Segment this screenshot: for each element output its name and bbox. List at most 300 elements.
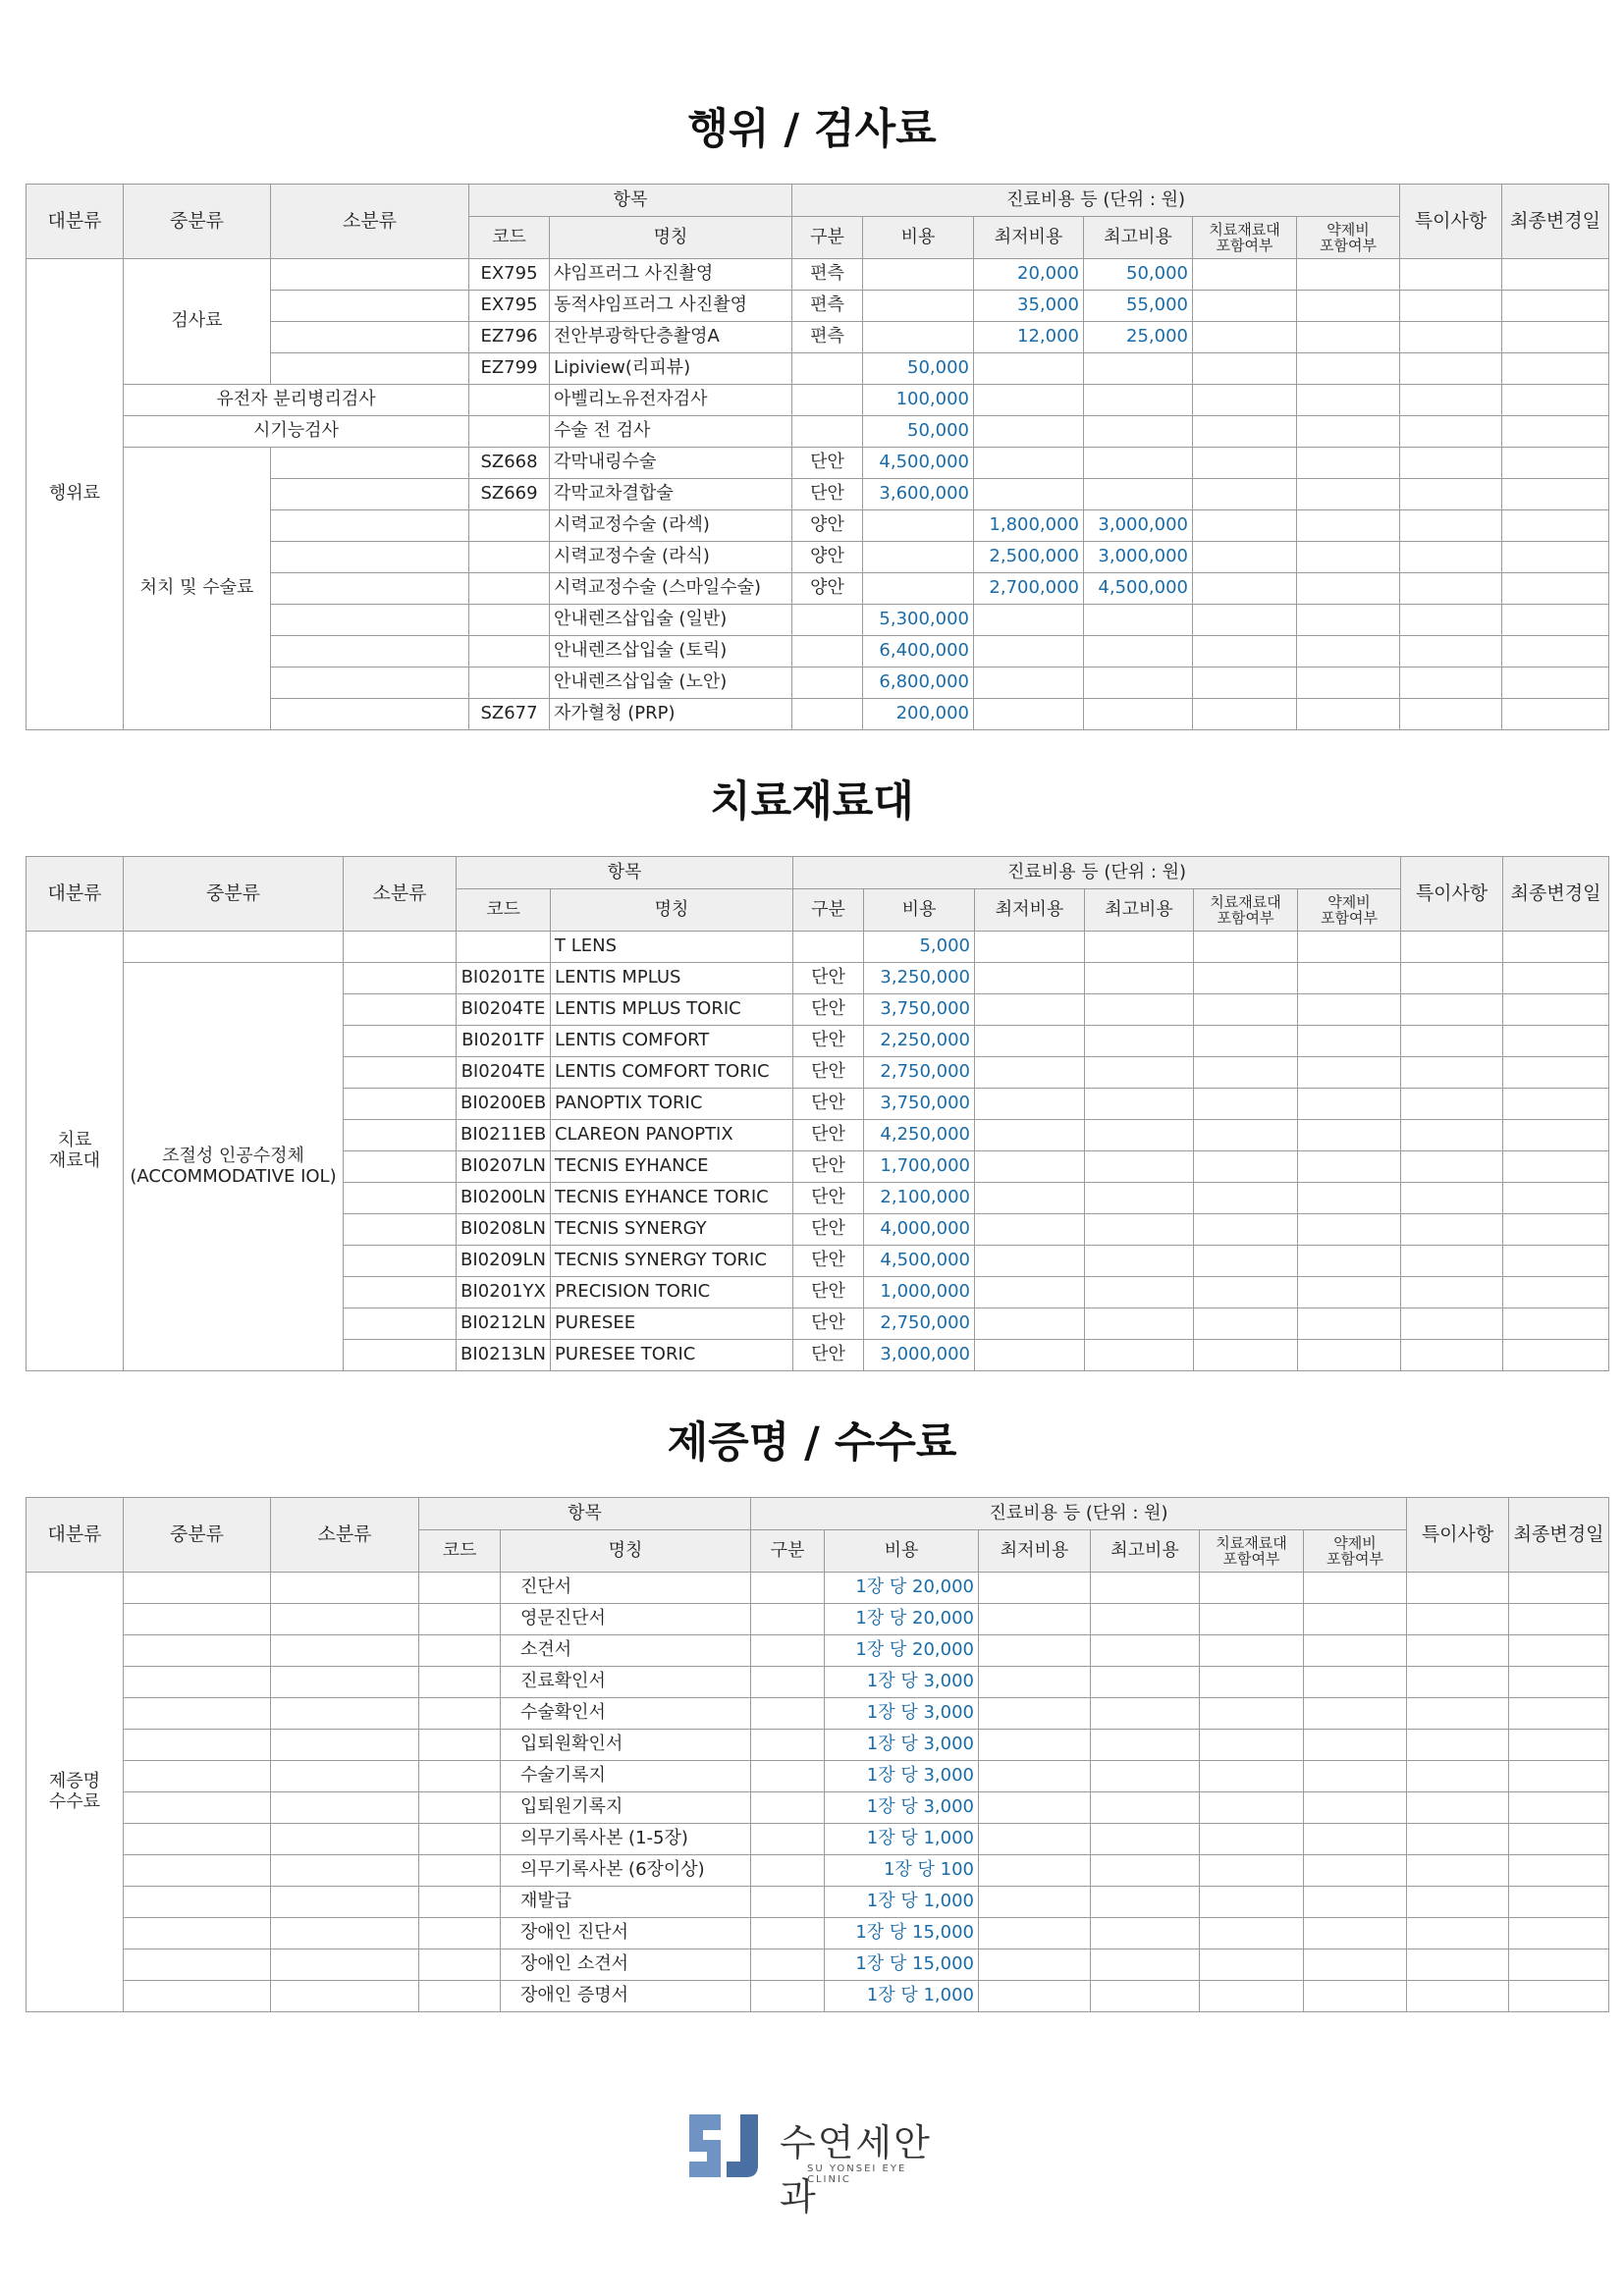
table-cell: TECNIS SYNERGY <box>551 1214 793 1246</box>
table-cell <box>974 385 1084 416</box>
header-name: 명칭 <box>550 217 792 259</box>
table-cell <box>975 932 1085 963</box>
table-cell <box>1400 542 1502 573</box>
table-cell: 단안 <box>793 1340 864 1371</box>
table-cell <box>344 1214 457 1246</box>
table-cell <box>975 1214 1085 1246</box>
table-cell <box>1085 963 1194 994</box>
header-cost: 비용 <box>825 1530 979 1573</box>
header-cost: 비용 <box>864 889 975 932</box>
table-cell: 55,000 <box>1084 291 1193 322</box>
table-cell <box>1193 699 1297 730</box>
table-cell <box>1503 1340 1609 1371</box>
table-cell <box>419 1761 501 1792</box>
table-cell: 50,000 <box>1084 259 1193 291</box>
table-cell <box>1091 1667 1200 1698</box>
table-cell <box>1091 1855 1200 1887</box>
table-cell: Lipiview(리피뷰) <box>550 353 792 385</box>
table-cell <box>1509 1573 1609 1604</box>
table-cell <box>469 636 550 667</box>
table-cell: 1,800,000 <box>974 510 1084 542</box>
table-cell <box>469 605 550 636</box>
table-cell <box>1091 1761 1200 1792</box>
table-cell <box>1503 1214 1609 1246</box>
table-cell <box>1401 1057 1503 1089</box>
table-cell <box>1502 542 1609 573</box>
table-cell <box>271 353 469 385</box>
table-cell <box>751 1824 825 1855</box>
table-cell: EX795 <box>469 259 550 291</box>
table-cell: 2,100,000 <box>864 1183 975 1214</box>
header-updated: 최종변경일 <box>1502 185 1609 259</box>
table-cell <box>1200 1667 1304 1698</box>
table-cell <box>1194 1089 1298 1120</box>
table-cell: 1,000,000 <box>864 1277 975 1308</box>
table-cell <box>974 605 1084 636</box>
header-max: 최고비용 <box>1084 217 1193 259</box>
table-cell: BI0209LN <box>457 1246 551 1277</box>
table-row <box>27 1949 1609 1981</box>
table-cell: 4,500,000 <box>1084 573 1193 605</box>
table-cell <box>271 1635 419 1667</box>
table-cell <box>1503 1308 1609 1340</box>
header-cost-group: 진료비용 등 (단위 : 원) <box>751 1498 1407 1530</box>
table-cell <box>975 1151 1085 1183</box>
table-cell: 단안 <box>793 994 864 1026</box>
table-cell: 샤임프러그 사진촬영 <box>550 259 792 291</box>
table-cell <box>271 667 469 699</box>
table-cell <box>1304 1604 1407 1635</box>
table-cell: BI0213LN <box>457 1340 551 1371</box>
header-cost: 비용 <box>863 217 974 259</box>
table-cell: 1장 당 1,000 <box>825 1981 979 2012</box>
table-cell: 3,750,000 <box>864 994 975 1026</box>
header-min: 최저비용 <box>975 889 1085 932</box>
table-cell <box>1502 510 1609 542</box>
table-cell: 35,000 <box>974 291 1084 322</box>
table-cell <box>1194 1246 1298 1277</box>
table-cell <box>271 1887 419 1918</box>
table-cell: BI0201TF <box>457 1026 551 1057</box>
header-type: 구분 <box>792 217 863 259</box>
table-cell <box>344 1277 457 1308</box>
table-cell <box>1085 994 1194 1026</box>
table-cell <box>1297 448 1400 479</box>
major-category: 행위료 <box>27 259 124 730</box>
table-cell <box>751 1730 825 1761</box>
table-cell: 수술확인서 <box>501 1698 751 1730</box>
table-cell <box>975 1057 1085 1089</box>
table-cell <box>1400 479 1502 510</box>
table-cell <box>1297 605 1400 636</box>
table-cell <box>1502 416 1609 448</box>
table-cell: BI0201YX <box>457 1277 551 1308</box>
table-cell: 소견서 <box>501 1635 751 1667</box>
table-cell <box>1194 1308 1298 1340</box>
table-cell <box>751 1918 825 1949</box>
table-cell <box>1091 1698 1200 1730</box>
table-cell: BI0201TE <box>457 963 551 994</box>
header-name: 명칭 <box>501 1530 751 1573</box>
table-cell: 100,000 <box>863 385 974 416</box>
table-cell <box>1091 1604 1200 1635</box>
table-cell: 4,250,000 <box>864 1120 975 1151</box>
table-cell <box>271 699 469 730</box>
table-cell <box>1400 385 1502 416</box>
table-cell <box>979 1667 1091 1698</box>
table-cell: 200,000 <box>863 699 974 730</box>
table-cell <box>1091 1981 1200 2012</box>
table-cell: 2,500,000 <box>974 542 1084 573</box>
clinic-name: 수연세안과 <box>780 2121 932 2218</box>
table-cell: 시력교정수술 (라식) <box>550 542 792 573</box>
table-cell <box>1503 994 1609 1026</box>
table-cell <box>1502 448 1609 479</box>
table-cell <box>419 1981 501 2012</box>
clinic-subtitle: SU YONSEI EYE CLINIC <box>807 2163 907 2185</box>
table-cell: BI0211EB <box>457 1120 551 1151</box>
header-item: 항목 <box>457 857 793 889</box>
certificate-fee-table <box>26 1497 1609 2012</box>
table-cell <box>792 667 863 699</box>
header-minor: 소분류 <box>344 857 457 932</box>
table-cell <box>1193 636 1297 667</box>
table-cell <box>1091 1792 1200 1824</box>
table-cell <box>974 699 1084 730</box>
table-cell <box>1400 259 1502 291</box>
table-cell <box>1400 353 1502 385</box>
table-cell <box>1509 1604 1609 1635</box>
table-cell <box>271 542 469 573</box>
table-cell <box>271 291 469 322</box>
table-cell: 아벨리노유전자검사 <box>550 385 792 416</box>
table-cell: 양안 <box>792 573 863 605</box>
table-cell <box>124 1981 271 2012</box>
table-cell: BI0204TE <box>457 994 551 1026</box>
table-cell: 시력교정수술 (스마일수술) <box>550 573 792 605</box>
table-cell: 1장 당 3,000 <box>825 1730 979 1761</box>
table-cell <box>1193 416 1297 448</box>
table-cell <box>751 1792 825 1824</box>
table-cell <box>271 448 469 479</box>
header-max: 최고비용 <box>1091 1530 1200 1573</box>
table-cell: BI0200EB <box>457 1089 551 1120</box>
table-cell <box>1502 699 1609 730</box>
table-cell <box>751 1761 825 1792</box>
table-cell <box>751 1949 825 1981</box>
table-cell: 1장 당 3,000 <box>825 1667 979 1698</box>
material-fee-table <box>26 856 1609 1371</box>
table-cell: 3,000,000 <box>1084 542 1193 573</box>
table-cell <box>1200 1918 1304 1949</box>
table-cell <box>1304 1667 1407 1698</box>
table-row <box>27 1730 1609 1761</box>
table-cell <box>751 1573 825 1604</box>
table-cell <box>1502 573 1609 605</box>
table-cell <box>469 573 550 605</box>
table-cell <box>1193 322 1297 353</box>
table-cell <box>1407 1981 1509 2012</box>
table-cell <box>1297 667 1400 699</box>
table-cell: 단안 <box>793 1246 864 1277</box>
table-cell <box>979 1949 1091 1981</box>
table-cell: EZ799 <box>469 353 550 385</box>
table-cell: 재발급 <box>501 1887 751 1918</box>
table-cell: 안내렌즈삽입술 (토릭) <box>550 636 792 667</box>
table-cell <box>1502 479 1609 510</box>
table-cell: 수술기록지 <box>501 1761 751 1792</box>
table-cell <box>974 416 1084 448</box>
table-cell <box>419 1824 501 1855</box>
table-cell <box>1193 353 1297 385</box>
table-cell <box>1304 1855 1407 1887</box>
table-cell <box>1407 1887 1509 1918</box>
table-cell <box>1503 1151 1609 1183</box>
table-cell <box>124 1918 271 1949</box>
header-cost-group: 진료비용 등 (단위 : 원) <box>793 857 1401 889</box>
header-middle: 중분류 <box>124 1498 271 1573</box>
middle-category: 처치 및 수술료 <box>124 448 271 730</box>
table-cell: 1장 당 15,000 <box>825 1949 979 1981</box>
table-cell <box>124 1824 271 1855</box>
table-cell: 각막내링수술 <box>550 448 792 479</box>
table-cell <box>1298 1151 1401 1183</box>
table-cell: SZ677 <box>469 699 550 730</box>
table-row <box>27 1573 1609 1604</box>
table-cell <box>271 1698 419 1730</box>
table-cell <box>1401 994 1503 1026</box>
table-cell <box>124 1887 271 1918</box>
table-cell: 단안 <box>793 1120 864 1151</box>
table-cell: 양안 <box>792 542 863 573</box>
table-cell <box>1085 1340 1194 1371</box>
table-cell <box>1407 1855 1509 1887</box>
table-cell <box>1401 1089 1503 1120</box>
table-cell <box>1193 667 1297 699</box>
header-material: 치료재료대 포함여부 <box>1193 217 1297 259</box>
table-cell <box>1401 1151 1503 1183</box>
table-cell: 4,000,000 <box>864 1214 975 1246</box>
table-cell <box>1400 667 1502 699</box>
table-cell <box>975 994 1085 1026</box>
table-cell <box>271 1730 419 1761</box>
table-cell <box>1407 1698 1509 1730</box>
table-cell <box>1297 385 1400 416</box>
table-cell: 4,500,000 <box>864 1246 975 1277</box>
table-cell <box>1400 510 1502 542</box>
table-cell <box>1200 1949 1304 1981</box>
table-cell <box>979 1761 1091 1792</box>
table-row <box>27 1981 1609 2012</box>
table-cell <box>1503 1246 1609 1277</box>
major-category: 제증명 수수료 <box>27 1573 124 2012</box>
table-cell <box>979 1635 1091 1667</box>
table-cell <box>1084 605 1193 636</box>
table-cell: 진단서 <box>501 1573 751 1604</box>
table-cell: 양안 <box>792 510 863 542</box>
table-cell <box>1401 1246 1503 1277</box>
table-cell <box>124 1730 271 1761</box>
table-cell: 의무기록사본 (1-5장) <box>501 1824 751 1855</box>
table-cell <box>1200 1981 1304 2012</box>
table-cell: 2,750,000 <box>864 1057 975 1089</box>
table-cell: 단안 <box>793 1057 864 1089</box>
table-cell <box>1407 1667 1509 1698</box>
table-cell <box>1193 573 1297 605</box>
table-cell <box>1085 1183 1194 1214</box>
header-major: 대분류 <box>27 185 124 259</box>
table-cell <box>1407 1635 1509 1667</box>
header-minor: 소분류 <box>271 1498 419 1573</box>
table-cell <box>1407 1918 1509 1949</box>
table-cell: 50,000 <box>863 416 974 448</box>
table-cell <box>419 1792 501 1824</box>
table-cell <box>1297 699 1400 730</box>
table-cell: 1장 당 20,000 <box>825 1573 979 1604</box>
header-middle: 중분류 <box>124 857 344 932</box>
table-cell: 3,000,000 <box>864 1340 975 1371</box>
table-cell <box>975 1183 1085 1214</box>
table-cell: TECNIS EYHANCE <box>551 1151 793 1183</box>
table-cell <box>1304 1918 1407 1949</box>
table-cell <box>1400 416 1502 448</box>
table-cell <box>344 1183 457 1214</box>
table-cell <box>1194 1057 1298 1089</box>
table-cell <box>1407 1730 1509 1761</box>
table-cell <box>863 510 974 542</box>
table-cell: 1장 당 20,000 <box>825 1635 979 1667</box>
table-cell <box>124 932 344 963</box>
table-cell <box>1194 932 1298 963</box>
table-cell <box>271 1855 419 1887</box>
table-cell <box>1193 510 1297 542</box>
table-cell: 전안부광학단층촬영A <box>550 322 792 353</box>
table-cell <box>419 1730 501 1761</box>
table-cell <box>1085 1277 1194 1308</box>
table-cell <box>1193 259 1297 291</box>
table-cell <box>975 1340 1085 1371</box>
table-cell <box>124 1761 271 1792</box>
table-cell: 유전자 분리병리검사 <box>124 385 469 416</box>
table-cell <box>1194 963 1298 994</box>
table-cell <box>1085 1246 1194 1277</box>
table-cell <box>1298 994 1401 1026</box>
header-major: 대분류 <box>27 857 124 932</box>
table-cell: EX795 <box>469 291 550 322</box>
table-cell: SZ669 <box>469 479 550 510</box>
table-cell <box>1401 932 1503 963</box>
header-note: 특이사항 <box>1400 185 1502 259</box>
table-cell <box>344 1026 457 1057</box>
table-cell: 1장 당 20,000 <box>825 1604 979 1635</box>
table-cell <box>1502 385 1609 416</box>
table-cell <box>1304 1949 1407 1981</box>
table-cell <box>751 1981 825 2012</box>
table-cell: 1장 당 3,000 <box>825 1698 979 1730</box>
table-cell <box>1085 1120 1194 1151</box>
table-cell <box>751 1667 825 1698</box>
table-cell <box>974 636 1084 667</box>
table-cell <box>344 1340 457 1371</box>
table-cell: 2,750,000 <box>864 1308 975 1340</box>
section-title-procedures: 행위 / 검사료 <box>687 105 937 154</box>
table-cell: BI0200LN <box>457 1183 551 1214</box>
table-cell <box>751 1635 825 1667</box>
table-cell <box>1091 1730 1200 1761</box>
table-cell: 동적샤임프러그 사진촬영 <box>550 291 792 322</box>
header-updated: 최종변경일 <box>1503 857 1609 932</box>
table-row <box>27 448 1609 479</box>
table-cell <box>1304 1635 1407 1667</box>
table-cell: 단안 <box>793 1277 864 1308</box>
table-cell <box>1304 1698 1407 1730</box>
table-cell <box>863 322 974 353</box>
table-cell <box>1503 1057 1609 1089</box>
table-cell: 시기능검사 <box>124 416 469 448</box>
header-drug: 약제비 포함여부 <box>1297 217 1400 259</box>
table-cell <box>979 1604 1091 1635</box>
table-cell <box>344 1057 457 1089</box>
table-row <box>27 1667 1609 1698</box>
table-cell <box>1401 1340 1503 1371</box>
table-cell <box>271 605 469 636</box>
header-code: 코드 <box>419 1530 501 1573</box>
header-type: 구분 <box>793 889 864 932</box>
table-cell: 2,250,000 <box>864 1026 975 1057</box>
header-drug: 약제비 포함여부 <box>1304 1530 1407 1573</box>
table-cell <box>1503 1277 1609 1308</box>
table-cell: 단안 <box>792 479 863 510</box>
table-cell <box>1503 963 1609 994</box>
table-cell <box>271 510 469 542</box>
table-cell <box>1502 667 1609 699</box>
table-cell <box>792 416 863 448</box>
table-cell <box>1084 667 1193 699</box>
table-cell <box>1194 1183 1298 1214</box>
table-cell <box>1304 1792 1407 1824</box>
table-cell: 시력교정수술 (라섹) <box>550 510 792 542</box>
table-cell <box>124 1635 271 1667</box>
table-cell: LENTIS MPLUS <box>551 963 793 994</box>
table-cell <box>975 1089 1085 1120</box>
clinic-logo <box>685 2110 950 2218</box>
table-cell: 12,000 <box>974 322 1084 353</box>
table-cell <box>979 1573 1091 1604</box>
table-cell <box>1297 353 1400 385</box>
table-cell: 영문진단서 <box>501 1604 751 1635</box>
table-cell <box>1085 1026 1194 1057</box>
table-cell <box>1297 322 1400 353</box>
table-cell <box>751 1887 825 1918</box>
table-cell <box>793 932 864 963</box>
table-cell <box>1085 1057 1194 1089</box>
header-note: 특이사항 <box>1407 1498 1509 1573</box>
table-cell <box>1193 448 1297 479</box>
table-cell: LENTIS MPLUS TORIC <box>551 994 793 1026</box>
table-cell: 50,000 <box>863 353 974 385</box>
table-cell: LENTIS COMFORT TORIC <box>551 1057 793 1089</box>
table-cell: 입퇴원기록지 <box>501 1792 751 1824</box>
header-item: 항목 <box>419 1498 751 1530</box>
table-cell <box>1400 322 1502 353</box>
table-cell <box>124 1855 271 1887</box>
table-cell <box>975 1308 1085 1340</box>
table-cell <box>1200 1855 1304 1887</box>
table-cell <box>1194 1026 1298 1057</box>
table-cell: 1장 당 1,000 <box>825 1824 979 1855</box>
table-cell <box>469 510 550 542</box>
table-cell <box>271 1792 419 1824</box>
